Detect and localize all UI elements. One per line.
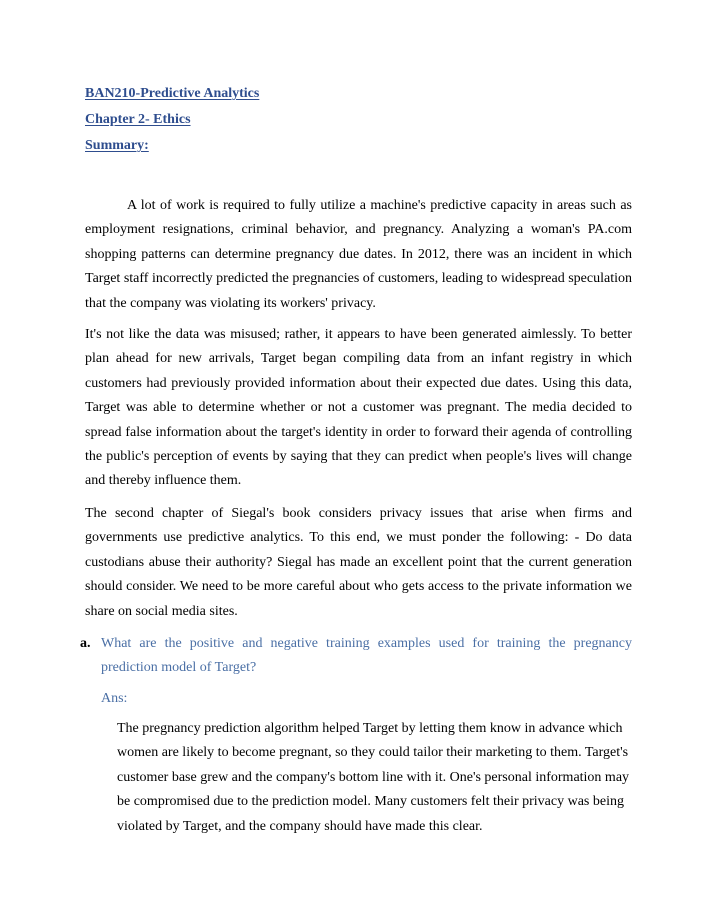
answer-text: The pregnancy prediction algorithm helped Target by letting them know in advance which women are likely to become pregnant, so they could tailor their marketing to them. Target's customer base grew and the company's bottom line with it. One's personal information may be compromised due to the prediction model. Many customers felt their privacy was being violated by Target, and the company should have made this clear. [117, 721, 630, 834]
summary-paragraph-3: The second chapter of Siegal's book considers privacy issues that arise when firms and governments use predictive analytics. To this end, we must ponder the following: - Do data custodians abuse their authority? Siegal has made an excellent point that the current generation should consider. We need to be more careful about who gets access to the private information we share on social media sites. [85, 506, 632, 619]
chapter-heading: Chapter 2- Ethics [85, 112, 191, 127]
question-marker: a. [80, 636, 91, 651]
answer-label: Ans: [101, 691, 128, 706]
summary-paragraph-1: A lot of work is required to fully utilize a machine's predictive capacity in areas such as employment resignations, criminal behavior, and pregnancy. Analyzing a woman's PA.com shopping patterns can determine pregnancy due dates. In 2012, there was an incident in which Target staff incorrectly predicted the pregnancies of customers, leading to widespread speculation that the company was violating its workers' privacy. [85, 198, 632, 311]
course-heading: BAN210-Predictive Analytics [85, 86, 260, 101]
question-text: What are the positive and negative training examples used for training the pregnancy prediction model of Target? [101, 636, 632, 676]
summary-heading: Summary: [85, 138, 149, 153]
summary-paragraph-2: It's not like the data was misused; rather, it appears to have been generated aimlessly. To better plan ahead for new arrivals, Target began compiling data from an infant registry in which customers had previously provided information about their expected due dates. Using this data, Target was able to determine whether or not a customer was pregnant. The media decided to spread false information about the target's identity in order to forward their agenda of controlling the public's perception of events by saying that they can predict when people's lives will change and thereby influence them. [85, 327, 632, 489]
